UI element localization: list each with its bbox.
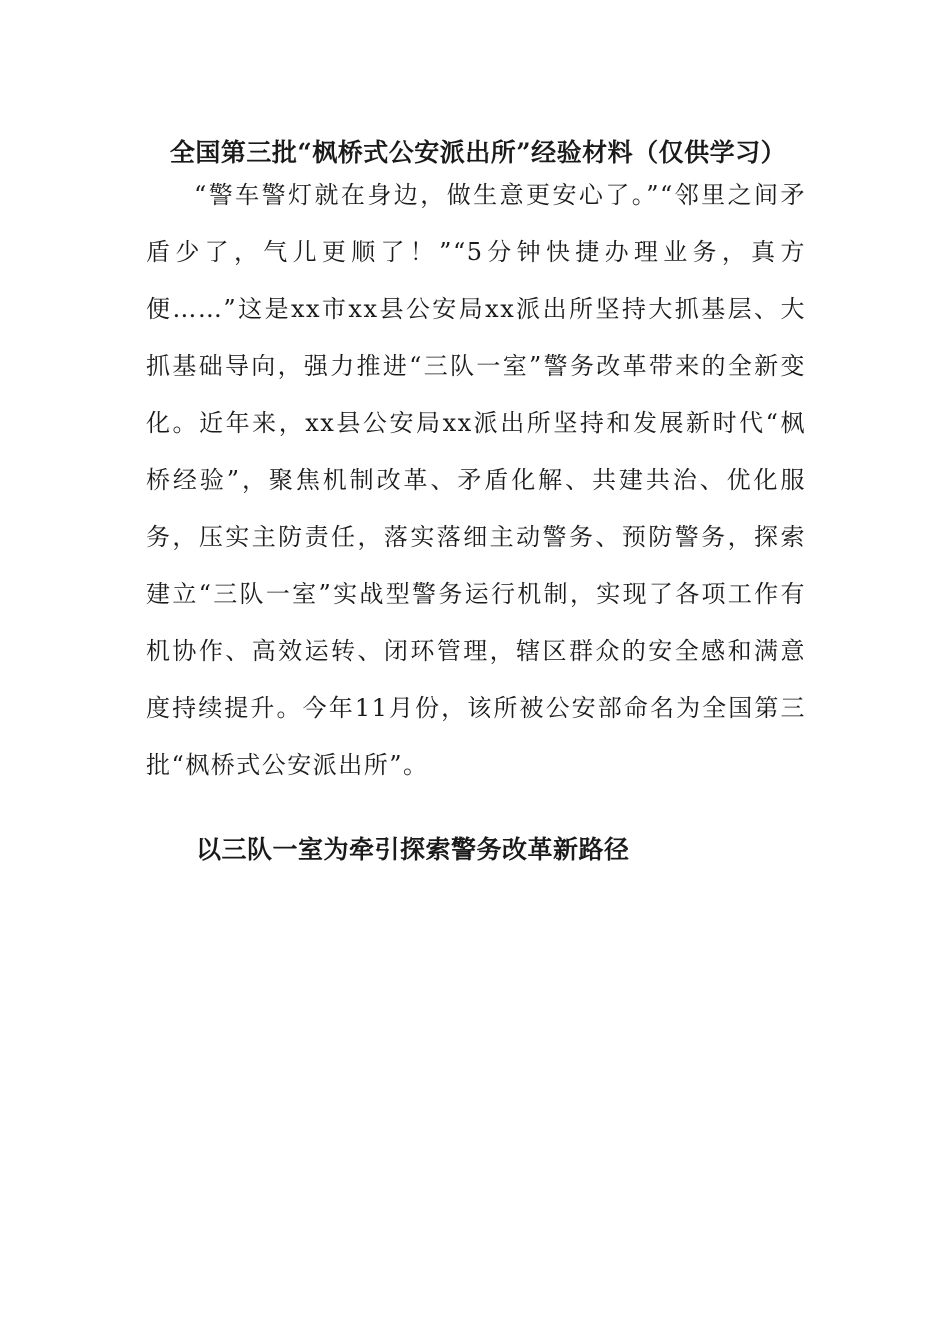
document-title: 全国第三批“枫桥式公安派出所”经验材料（仅供学习） <box>169 138 787 167</box>
body-paragraph: “警车警灯就在身边，做生意更安心了。”“邻里之间矛盾少了，气儿更顺了！”“5分钟快捷办理业务，真方便……”这是xx市xx县公安局xx派出所坚持大抓基层、大抓基础导向，强力推进“三队一室”警务改革带来的全新变化。近年来，xx县公安局xx派出所坚持和发展新时代“枫桥经验”，聚焦机制改革、矛盾化解、共建共治、优化服务，压实主防责任，落实落细主动警务、预防警务，探索建立“三队一室”实战型警务运行机制，实现了各项工作有机协作、高效运转、闭环管理，辖区群众的安全感和满意度持续提升。今年11月份，该所被公安部命名为全国第三批“枫桥式公安派出所”。 <box>146 181 806 779</box>
section-heading: 以三队一室为牵引探索警务改革新路径 <box>196 835 630 864</box>
